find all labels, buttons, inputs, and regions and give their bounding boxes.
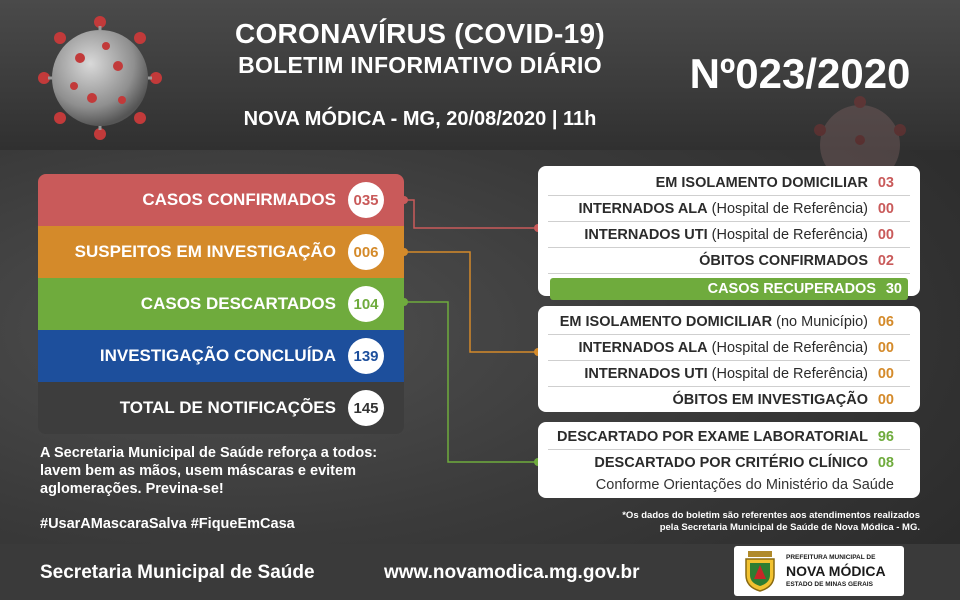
footnote <box>540 510 920 534</box>
logo-line-1: PREFEITURA MUNICIPAL DE <box>786 554 876 561</box>
detail-key: ÓBITOS CONFIRMADOS <box>699 252 868 269</box>
recovered-row <box>550 278 908 300</box>
detail-row <box>548 196 910 222</box>
detail-value: 00 <box>877 392 894 408</box>
detail-note: (Hospital de Referência) <box>711 339 868 356</box>
detail-value: 06 <box>877 313 894 330</box>
summary-panel <box>38 174 404 434</box>
footnote-line-1: *Os dados do boletim são referentes aos atendimentos realizados <box>622 510 920 521</box>
detail-key: EM ISOLAMENTO DOMICILIAR <box>655 174 868 191</box>
detail-key: INTERNADOS UTI <box>584 365 708 382</box>
summary-value: 035 <box>348 182 384 218</box>
detail-row <box>548 450 910 476</box>
summary-value: 139 <box>348 338 384 374</box>
logo-line-3: ESTADO DE MINAS GERAIS <box>786 581 873 588</box>
detail-note: (Hospital de Referência) <box>711 200 868 217</box>
title-line-1: CORONAVÍRUS (COVID-19) <box>234 18 606 49</box>
summary-row-discarded <box>38 278 404 330</box>
summary-value: 006 <box>348 234 384 270</box>
logo-line-2: NOVA MÓDICA <box>786 563 886 579</box>
detail-value: 96 <box>877 428 894 445</box>
detail-key: EM ISOLAMENTO DOMICILIAR <box>559 313 773 330</box>
detail-row <box>548 424 910 450</box>
summary-label: SUSPEITOS EM INVESTIGAÇÃO <box>74 242 336 261</box>
summary-value: 145 <box>348 390 384 426</box>
detail-row <box>548 387 910 413</box>
bulletin-number: Nº023/2020 <box>689 50 911 97</box>
detail-value: 00 <box>877 200 894 217</box>
summary-row-confirmed <box>38 174 404 226</box>
summary-label: INVESTIGAÇÃO CONCLUÍDA <box>99 346 336 365</box>
detail-row <box>548 361 910 387</box>
detail-key: INTERNADOS ALA <box>578 339 708 356</box>
detail-note: (no Município) <box>776 313 868 330</box>
summary-label: TOTAL DE NOTIFICAÇÕES <box>119 398 336 417</box>
detail-row <box>548 170 910 196</box>
summary-label: CASOS DESCARTADOS <box>140 294 336 313</box>
hashtags: #UsarAMascaraSalva #FiqueEmCasa <box>40 516 295 532</box>
detail-note: (Hospital de Referência) <box>711 365 868 382</box>
footer-department: Secretaria Municipal de Saúde <box>40 562 315 583</box>
summary-row-concluded <box>38 330 404 382</box>
summary-label: CASOS CONFIRMADOS <box>142 190 336 209</box>
detail-key: INTERNADOS UTI <box>584 226 708 243</box>
detail-key: INTERNADOS ALA <box>578 200 708 217</box>
detail-value: 00 <box>877 339 894 356</box>
detail-value: 03 <box>877 174 894 191</box>
detail-row <box>548 309 910 335</box>
detail-value: 30 <box>885 281 902 297</box>
footnote-line-2: pela Secretaria Municipal de Saúde de Nova Módica - MG. <box>659 522 920 533</box>
detail-row <box>548 248 910 274</box>
detail-value: 00 <box>877 365 894 382</box>
suspect-details-panel <box>538 306 920 412</box>
summary-row-total <box>38 382 404 434</box>
discarded-subnote: Conforme Orientações do Ministério da Saúde <box>595 477 894 493</box>
location-date: NOVA MÓDICA - MG, 20/08/2020 | 11h <box>243 108 597 130</box>
summary-value: 104 <box>348 286 384 322</box>
detail-value: 02 <box>877 252 894 269</box>
prefeitura-logo <box>734 546 904 596</box>
title-line-2: BOLETIM INFORMATIVO DIÁRIO <box>238 52 602 78</box>
detail-row <box>548 335 910 361</box>
summary-row-suspects <box>38 226 404 278</box>
footer-website-link[interactable]: www.novamodica.mg.gov.br <box>384 562 640 583</box>
detail-value: 08 <box>877 455 894 471</box>
detail-key: DESCARTADO POR CRITÉRIO CLÍNICO <box>594 455 868 471</box>
confirmed-details-panel <box>538 166 920 296</box>
detail-key: CASOS RECUPERADOS <box>707 281 876 297</box>
detail-note: (Hospital de Referência) <box>711 226 868 243</box>
detail-value: 00 <box>877 226 894 243</box>
prevention-message: A Secretaria Municipal de Saúde reforça a todos: lavem bem as mãos, usem máscaras e evitem aglomerações. Previna-se! <box>40 445 378 497</box>
detail-row <box>548 222 910 248</box>
detail-key: ÓBITOS EM INVESTIGAÇÃO <box>672 392 868 408</box>
coat-of-arms-icon <box>740 549 780 593</box>
detail-key: DESCARTADO POR EXAME LABORATORIAL <box>557 428 868 445</box>
discarded-details-panel <box>538 422 920 498</box>
